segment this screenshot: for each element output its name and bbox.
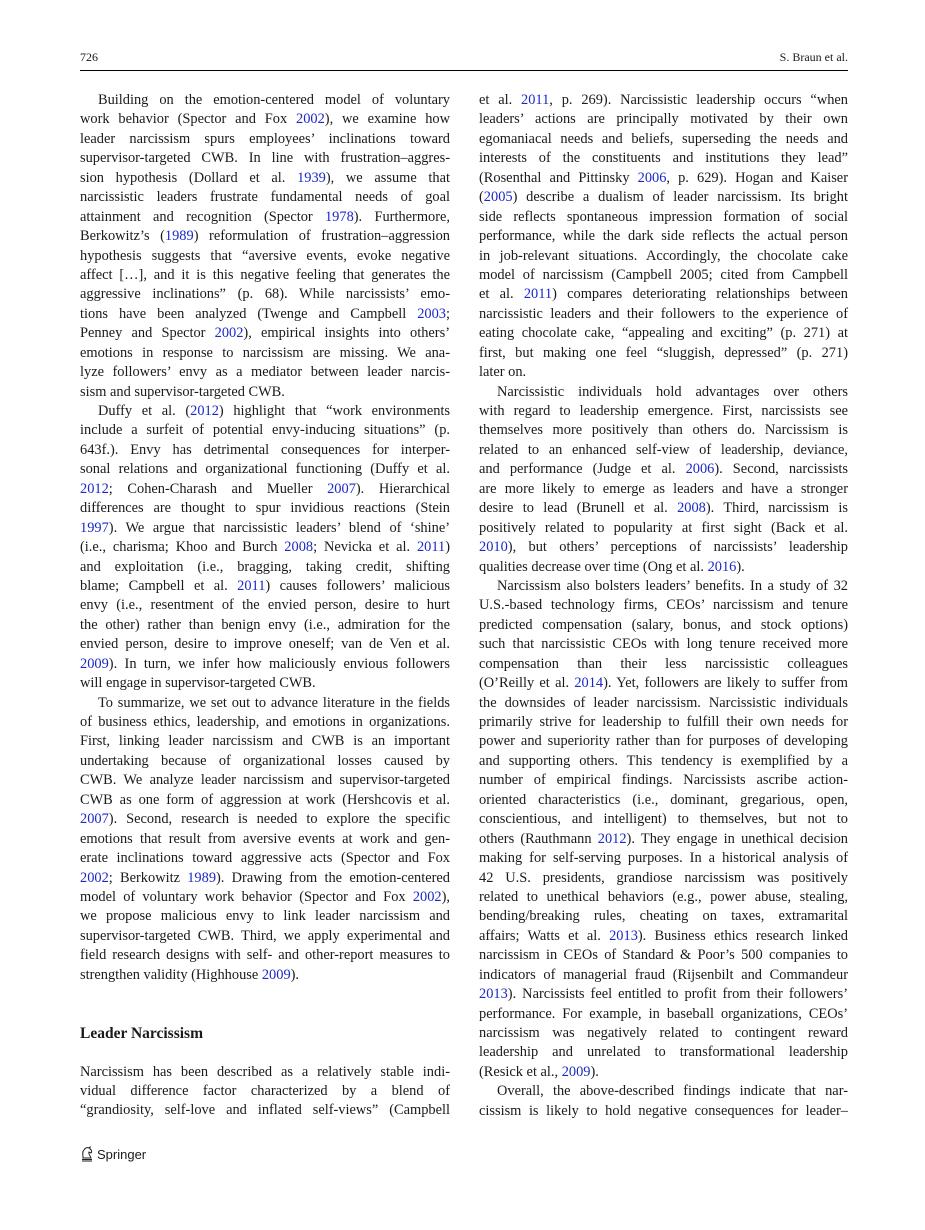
text-run: leaders’ actions are principally motivated by their own [479, 111, 848, 128]
text-run: ). They engage in unethical decision [626, 830, 848, 847]
citation-link[interactable]: 1997 [80, 519, 109, 536]
text-line [479, 810, 848, 829]
text-run: leader narcissism spurs employees’ inclinations toward [80, 130, 450, 147]
text-line [80, 830, 450, 849]
text-line [80, 130, 450, 149]
text-line [479, 499, 848, 518]
text-line [479, 344, 848, 363]
text-run: emotions in response to narcissism are missing. We ana- [80, 344, 450, 361]
text-run: will engage in supervisor-targeted CWB. [80, 675, 316, 692]
text-run: (Rosenthal and Pittinsky [479, 169, 638, 186]
text-line [479, 363, 848, 382]
text-line [479, 694, 848, 713]
text-run: with regard to leadership emergence. First, narcissists see [479, 403, 848, 419]
paragraph [80, 402, 450, 694]
text-line [479, 927, 848, 946]
text-run: supervisor-targeted CWB. In line with frustration–aggres- [80, 150, 450, 167]
text-run: affairs; Watts et al. [479, 927, 610, 944]
text-run: ; [446, 305, 450, 322]
text-run: narcissism in CEOs of Standard & Poor’s 500 companies to [479, 947, 848, 964]
text-line [479, 227, 848, 246]
text-line [80, 227, 450, 246]
text-run: qualities decrease over time (Ong et al. [479, 558, 708, 575]
text-run: indicators of managerial fraud (Rijsenbilt and Commandeur [479, 966, 848, 983]
text-line [479, 791, 848, 810]
text-run: ). We argue that narcissistic leaders’ blend of ‘shine’ [108, 519, 450, 536]
text-run: ( [479, 189, 484, 206]
text-run: sion hypothesis (Dollard et al. [80, 169, 298, 186]
text-line [479, 752, 848, 771]
citation-link[interactable]: 2002 [412, 888, 442, 905]
text-line [80, 907, 450, 926]
text-run: are more likely to emerge as leaders and have a stronger [479, 480, 848, 497]
text-run: others (Rauthmann [479, 830, 598, 847]
text-line [80, 149, 450, 168]
text-run: model of narcissism (Campbell 2005; cited from Campbell [479, 266, 848, 283]
text-run: model of voluntary work behavior (Spector and Fox [80, 888, 413, 905]
text-line [479, 1082, 848, 1101]
text-run: predicted compensation (salary, bonus, and stock options) [479, 616, 848, 633]
text-run: the other) rather than benign envy (i.e., admiration for the [80, 616, 450, 633]
text-run: performance. For example, in baseball organizations, CEOs’ [479, 1005, 848, 1022]
text-run: ). Second, narcissists [714, 461, 848, 478]
text-line [479, 1102, 848, 1121]
text-run: To summarize, we set out to advance literature in the fields [98, 694, 450, 711]
text-line [479, 285, 848, 304]
text-line [80, 1063, 450, 1082]
text-run: in job-relevant situations. Accordingly, the chocolate cake [479, 247, 848, 264]
text-run: differences are thought to spur invidious reactions (Stein [80, 500, 450, 517]
text-line [479, 460, 848, 479]
text-run: bending/breaking rules, cheating on taxes, extramarital [479, 908, 848, 925]
citation-link[interactable]: 1939 [297, 169, 326, 186]
text-line [479, 849, 848, 868]
text-run: ). Business ethics research linked [637, 927, 849, 944]
text-run: , p. 629). Hogan and Kaiser [666, 169, 848, 186]
text-line [479, 130, 848, 149]
text-run: Building on the emotion-centered model of voluntary [98, 92, 450, 108]
text-run: egomaniacal needs and beliefs, superseding the needs and [479, 130, 848, 147]
text-line [80, 1082, 450, 1101]
text-run: Berkowitz’s ( [80, 228, 165, 245]
citation-link[interactable]: 2009 [80, 655, 109, 672]
text-line [479, 946, 848, 965]
text-run: ; Cohen-Charash and Mueller [108, 480, 328, 497]
text-run: the downsides of leader narcissism. Narcissistic individuals [479, 694, 848, 711]
citation-link[interactable]: 2009 [261, 966, 291, 983]
text-run: sism and supervisor-targeted CWB. [80, 383, 285, 400]
text-line [80, 441, 450, 460]
text-line [479, 441, 848, 460]
text-line [479, 713, 848, 732]
running-head: S. Braun et al. [779, 50, 848, 64]
text-run: ) causes followers’ malicious [265, 577, 451, 594]
text-run: side reflects spontaneous impression formation of social [479, 208, 848, 225]
text-line [479, 383, 848, 402]
text-run: interests of the constituents and institutions they lead” [479, 150, 848, 167]
text-line [479, 907, 848, 926]
text-run: sonal relations and organizational functioning (Duffy et al. [80, 461, 450, 478]
text-run: performance, while the dark side reflects the actual person [479, 228, 848, 245]
text-line [479, 169, 848, 188]
text-run: envied person, desire to improve oneself; van de Ven et al. [80, 636, 450, 653]
text-line [479, 869, 848, 888]
text-line [80, 674, 450, 693]
text-run: ). [590, 1063, 599, 1080]
text-run: field research designs with self- and other-report measures to [80, 947, 450, 964]
text-line [80, 460, 450, 479]
text-run: ) reformulation of frustration–aggression [193, 228, 450, 245]
text-line [80, 402, 450, 421]
text-run: cissism is likely to hold negative consequences for leader– [479, 1102, 848, 1119]
citation-link[interactable]: 2013 [609, 927, 638, 944]
text-line [479, 305, 848, 324]
text-run: et al. [479, 92, 522, 108]
citation-link[interactable]: 2008 [284, 539, 314, 556]
text-run: Narcissism has been described as a relatively stable indi- [80, 1063, 450, 1080]
text-run: (Resick et al., [479, 1063, 562, 1080]
header-rule [80, 70, 848, 71]
text-line [80, 791, 450, 810]
text-run: and supporting others. This tendency is exemplified by a [479, 752, 848, 769]
text-line [479, 732, 848, 751]
text-line [479, 674, 848, 693]
citation-link[interactable]: 2009 [561, 1063, 591, 1080]
text-line [479, 538, 848, 557]
text-run: leadership and unrelated to transformational leadership [479, 1044, 848, 1061]
text-line [479, 402, 848, 421]
citation-link[interactable]: 2010 [479, 539, 508, 556]
citation-link[interactable]: 1989 [164, 228, 194, 245]
text-run: ), but others’ perceptions of narcissists’ leadership [507, 539, 848, 556]
text-line [80, 285, 450, 304]
text-run: undertaking because of organizational losses caused by [80, 752, 450, 769]
text-line [80, 538, 450, 557]
citation-link[interactable]: 2005 [483, 189, 513, 206]
right-column [479, 91, 848, 1121]
text-run: oriented characteristics (i.e., dominant, gregarious, open, [479, 791, 848, 808]
text-line [80, 110, 450, 129]
text-run: , p. 269). Narcissistic leadership occurs “when [549, 92, 848, 108]
text-line [80, 810, 450, 829]
text-run: narcissistic leaders frustrate fundamental needs of goal [80, 189, 450, 206]
text-run: et al. [479, 286, 524, 303]
text-line [479, 888, 848, 907]
text-line [80, 596, 450, 615]
text-run: narcissistic leaders and their followers to the experience of [479, 305, 848, 322]
citation-link[interactable]: 2007 [80, 811, 109, 828]
text-line [479, 480, 848, 499]
text-line [80, 169, 450, 188]
citation-link[interactable]: 2007 [327, 480, 356, 497]
text-run: ) describe a dualism of leader narcissism. Its bright [512, 189, 848, 206]
text-run: ). Narcissists feel entitled to profit from their followers’ [507, 986, 848, 1003]
text-line [80, 305, 450, 324]
text-run: 42 U.S. presidents, grandiose narcissism was positively [479, 869, 848, 886]
text-line [479, 1005, 848, 1024]
text-line [80, 188, 450, 207]
text-line [80, 888, 450, 907]
text-line [479, 188, 848, 207]
text-line [80, 771, 450, 790]
text-run: ), we assume that [325, 169, 450, 186]
text-run: emotions that result from aversive events at work and gen- [80, 830, 450, 847]
spacer [80, 1044, 450, 1063]
text-run: aggressive inclinations” (p. 68). While narcissists’ emo- [80, 286, 450, 303]
publisher-name: Springer [97, 1146, 147, 1162]
text-run: themselves more positively than others do. Narcissism is [479, 422, 848, 439]
text-run: Overall, the above-described findings indicate that nar- [497, 1083, 848, 1100]
text-run: 643f.). Envy has detrimental consequences for interper- [80, 441, 450, 458]
text-run: Duffy et al. ( [98, 403, 191, 419]
text-line [80, 713, 450, 732]
text-line [80, 266, 450, 285]
text-run: ). Second, research is needed to explore the specific [108, 811, 450, 828]
text-line [80, 869, 450, 888]
text-run: ). Hierarchical [355, 480, 450, 497]
citation-link[interactable]: 2002 [80, 869, 109, 886]
citation-link[interactable]: 2011 [416, 539, 446, 556]
text-line [80, 732, 450, 751]
text-run: making for self-serving purposes. In a historical analysis of [479, 850, 848, 867]
text-run: Penney and Spector [80, 325, 215, 342]
text-run: ) highlight that “work environments [218, 403, 451, 419]
text-run: we propose malicious envy to link leader narcissism and [80, 908, 450, 925]
text-line [479, 1043, 848, 1062]
text-line [479, 91, 848, 110]
citation-link[interactable]: 2012 [190, 403, 219, 419]
text-line [80, 344, 450, 363]
text-run: power and superiority rather than for purposes of developing [479, 733, 848, 750]
citation-link[interactable]: 2012 [597, 830, 627, 847]
left-column [80, 91, 450, 1121]
text-line [479, 635, 848, 654]
text-run: CWB. We analyze leader narcissism and supervisor-targeted [80, 772, 450, 789]
text-run: desire to lead (Brunell et al. [479, 500, 678, 517]
text-run: ) [445, 539, 450, 556]
text-line [479, 247, 848, 266]
citation-link[interactable]: 2012 [80, 480, 109, 497]
text-run: (i.e., charisma; Khoo and Burch [80, 539, 285, 556]
text-line [80, 499, 450, 518]
text-run: positively related to popularity at first sight (Back et al. [479, 519, 848, 536]
text-run: of business ethics, leadership, and emotions in organizations. [80, 714, 450, 730]
publisher-footer [80, 1146, 146, 1162]
text-line [80, 558, 450, 577]
text-run: CWB as one form of aggression at work (Hershcovis et al. [80, 791, 450, 808]
text-run: attainment and recognition (Spector [80, 208, 325, 225]
text-run: lyze followers’ envy as a mediator between leader narcis- [80, 364, 450, 381]
text-line [479, 1063, 848, 1082]
text-run: Narcissism also bolsters leaders’ benefits. In a study of 32 [497, 577, 848, 594]
text-line [80, 91, 450, 110]
text-line [479, 596, 848, 615]
text-run: (O’Reilly et al. [479, 675, 575, 692]
text-line [479, 830, 848, 849]
text-line [479, 655, 848, 674]
text-line [479, 324, 848, 343]
text-run: U.S.-based technology firms, CEOs’ narcissism and tenure [479, 597, 848, 614]
text-run: eating chocolate cake, “appealing and exciting” (p. 271) at [479, 325, 848, 342]
text-line [80, 519, 450, 538]
text-line [80, 383, 450, 402]
paragraph [80, 91, 450, 402]
text-run: work behavior (Spector and Fox [80, 111, 297, 128]
paragraph [80, 694, 450, 986]
text-line [479, 771, 848, 790]
text-run: vidual difference factor characterized by a blend of [80, 1083, 450, 1099]
section-heading: Leader Narcissism [80, 1025, 203, 1043]
text-line [80, 616, 450, 635]
citation-link[interactable]: 2011 [523, 286, 553, 303]
text-line [80, 1101, 450, 1120]
text-line [80, 655, 450, 674]
text-run: hypothesis suggests that “aversive events, evoke negative [80, 247, 450, 264]
text-line [479, 985, 848, 1004]
citation-link[interactable]: 2014 [574, 675, 604, 692]
text-line [80, 849, 450, 868]
text-run: first, but making one feel “sluggish, depressed” (p. 271) [479, 344, 848, 361]
spacer [80, 985, 450, 1024]
text-line [80, 927, 450, 946]
citation-link[interactable]: 1978 [324, 208, 354, 225]
citation-link[interactable]: 2002 [296, 111, 325, 128]
text-run: and performance (Judge et al. [479, 461, 686, 478]
text-run: ). Drawing from the emotion-centered [216, 869, 451, 886]
text-line [80, 694, 450, 713]
text-line [479, 110, 848, 129]
text-line [479, 966, 848, 985]
paragraph [479, 383, 848, 577]
text-run: conscientious, and intelligent) to themselves, but not to [479, 811, 848, 828]
text-run: include a surfeit of potential envy-inducing situations” (p. [80, 422, 450, 439]
text-run: ). Third, narcissism is [705, 500, 848, 517]
citation-link[interactable]: 1989 [187, 869, 217, 886]
text-run: tions have been analyzed (Twenge and Campbell [80, 305, 418, 322]
citation-link[interactable]: 2003 [417, 305, 446, 322]
text-run: ). [290, 966, 300, 983]
text-run: narcissism was negatively related to contingent reward [479, 1025, 848, 1041]
text-line [80, 324, 450, 343]
text-run: ). In turn, we infer how maliciously envious followers [108, 655, 450, 672]
text-run: “grandiosity, self-love and inflated self-views” (Campbell [80, 1102, 450, 1119]
text-run: primarily strive for leadership to fulfill their own needs for [479, 714, 848, 730]
text-run: ). Furthermore, [353, 208, 450, 225]
text-run: strengthen validity (Highhouse [80, 966, 262, 983]
paragraph [479, 91, 848, 383]
text-line [80, 363, 450, 382]
text-line [479, 208, 848, 227]
text-run: ). Yet, followers are likely to suffer from [603, 675, 848, 692]
citation-link[interactable]: 2011 [237, 577, 266, 594]
text-run: ), [441, 888, 450, 905]
text-run: related to an enhanced self-view of leadership, deviance, [479, 441, 848, 458]
text-line [479, 519, 848, 538]
text-run: supervisor-targeted CWB. Third, we apply experimental and [80, 927, 450, 944]
text-run: blame; Campbell et al. [80, 577, 238, 594]
text-line [479, 149, 848, 168]
text-line [80, 946, 450, 965]
text-run: envy (i.e., resentment of the envied person, desire to hurt [80, 597, 450, 614]
paragraph [479, 1082, 848, 1121]
page-number: 726 [80, 50, 98, 64]
text-run: Narcissistic individuals hold advantages over others [497, 383, 848, 400]
text-line [479, 616, 848, 635]
text-run: ), we examine how [324, 111, 450, 128]
paragraph [80, 1063, 450, 1121]
text-run: compensation than their less narcissistic colleagues [479, 655, 848, 672]
text-run: ; Berkowitz [108, 869, 188, 886]
text-run: such that narcissistic CEOs with long tenure received more [479, 636, 848, 653]
citation-link[interactable]: 2002 [214, 325, 244, 342]
citation-link[interactable]: 2006 [685, 461, 715, 478]
text-line [479, 577, 848, 596]
text-line [80, 577, 450, 596]
text-line [479, 266, 848, 285]
text-run: later on. [479, 364, 527, 381]
text-line [80, 247, 450, 266]
citation-link[interactable]: 2016 [707, 558, 737, 575]
springer-horse-icon [80, 1146, 94, 1162]
text-run: erate inclinations toward aggressive acts (Spector and Fox [80, 850, 450, 867]
text-line [479, 558, 848, 577]
text-line [80, 752, 450, 771]
text-run: and exploitation (i.e., bragging, taking credit, shifting [80, 558, 450, 575]
text-line [80, 480, 450, 499]
text-run: First, linking leader narcissism and CWB is an important [80, 733, 450, 750]
paragraph [479, 577, 848, 1082]
text-run: related to unethical behaviors (e.g., power abuse, stealing, [479, 888, 848, 905]
text-run: ) compares deteriorating relationships between [552, 286, 848, 303]
citation-link[interactable]: 2006 [637, 169, 667, 186]
text-run: number of empirical findings. Narcissists ascribe action- [479, 772, 848, 789]
citation-link[interactable]: 2013 [479, 986, 508, 1003]
text-line [80, 208, 450, 227]
text-line [80, 966, 450, 985]
text-line [80, 421, 450, 440]
text-run: affect […], and it is this negative feeling that generates the [80, 266, 450, 283]
text-run: ), empirical insights into others’ [243, 325, 450, 342]
citation-link[interactable]: 2008 [677, 500, 706, 517]
text-line [479, 421, 848, 440]
text-line [80, 635, 450, 654]
citation-link[interactable]: 2011 [521, 92, 550, 108]
text-run: ; Nevicka et al. [313, 539, 417, 556]
text-run: ). [736, 558, 745, 575]
text-line [479, 1024, 848, 1043]
